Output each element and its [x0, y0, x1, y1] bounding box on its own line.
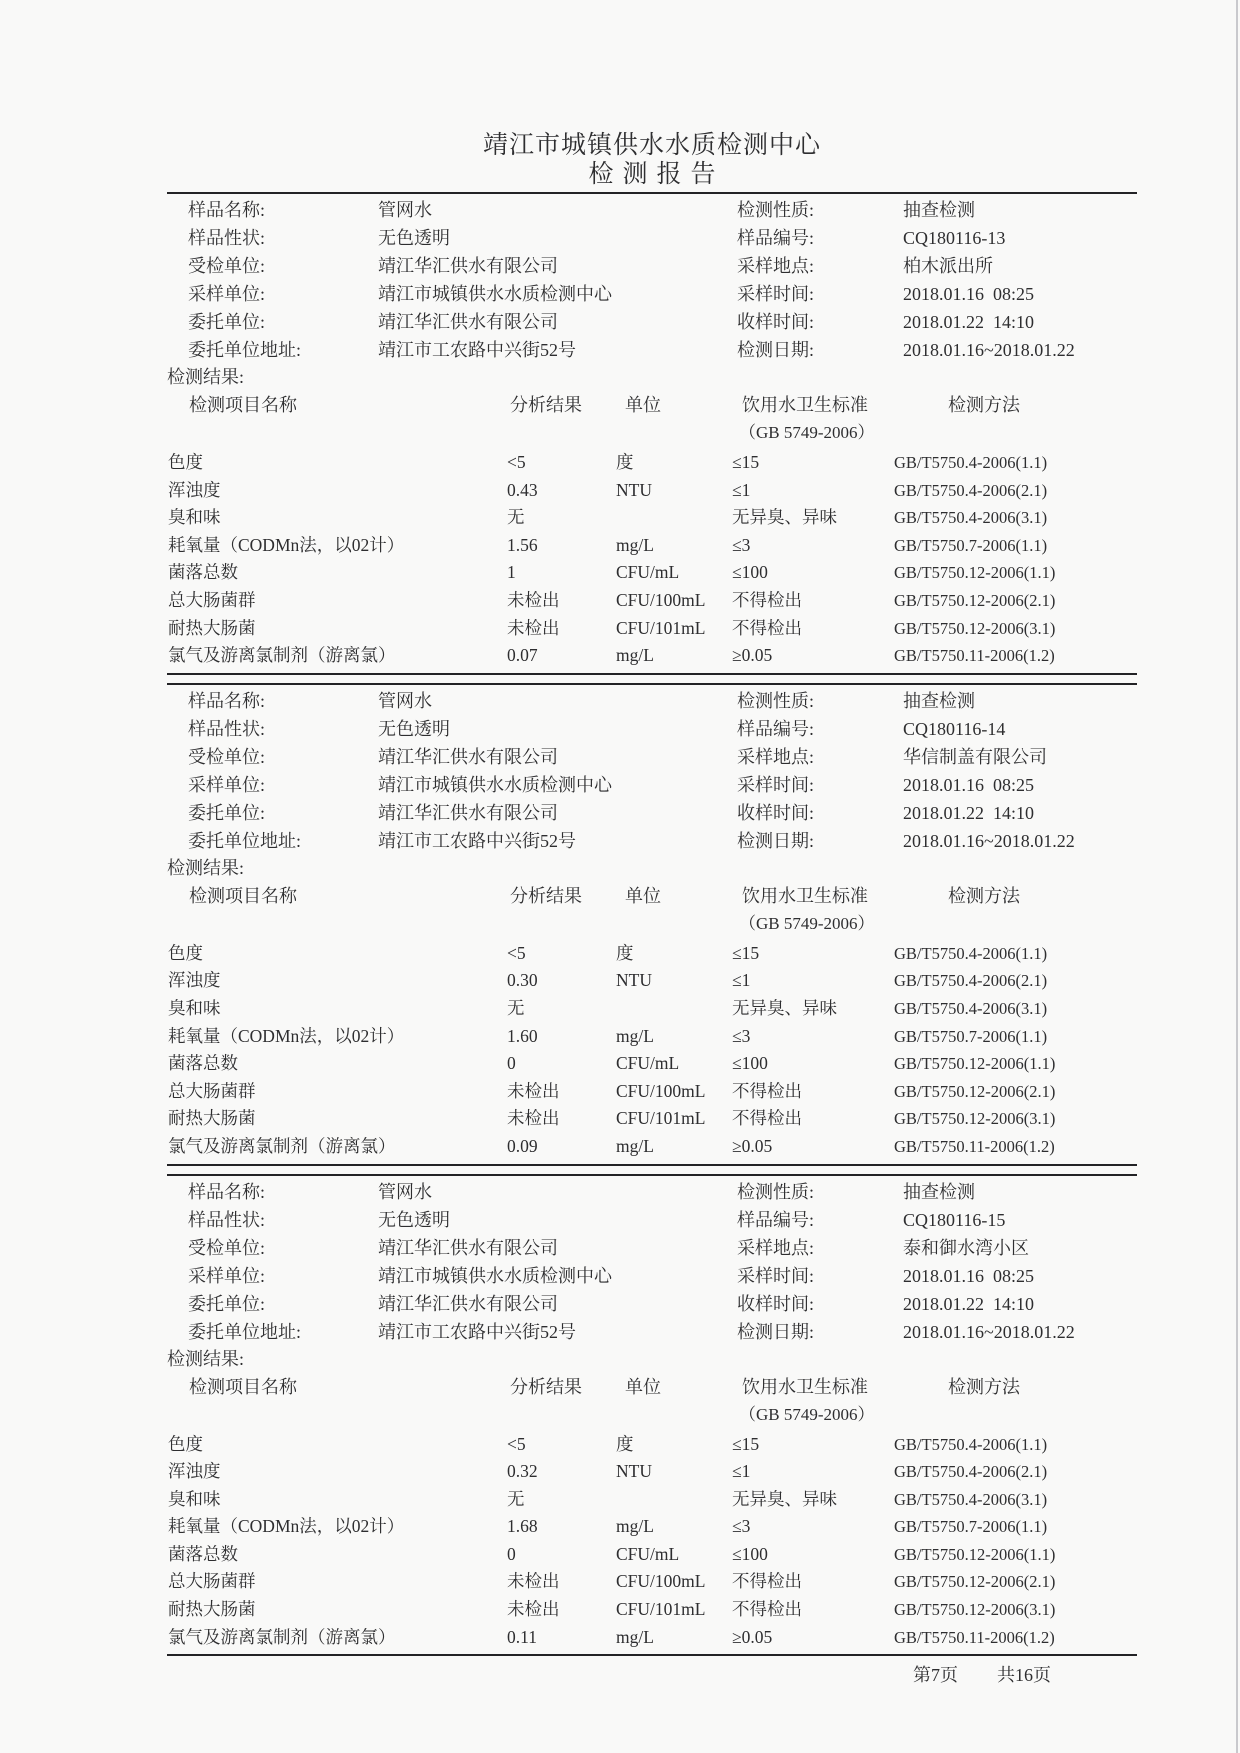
- item-name-cell: 菌落总数: [168, 1053, 238, 1074]
- client-unit-value: 靖江华汇供水有限公司: [378, 312, 558, 332]
- unit-cell: CFU/100mL: [616, 1080, 706, 1101]
- sampling-unit-value: 靖江市城镇供水水质检测中心: [378, 1265, 612, 1286]
- unit-cell: mg/L: [616, 645, 654, 666]
- receive-time-label: 收样时间:: [737, 1293, 815, 1314]
- client-unit-label: 委托单位:: [188, 802, 266, 823]
- sample-state-label: 样品性状:: [188, 1209, 266, 1230]
- test-nature-value: 抽查检测: [903, 1181, 975, 1202]
- result-cell: 1.56: [507, 534, 538, 555]
- table-row: [167, 1486, 1137, 1514]
- method-cell: GB/T5750.12-2006(2.1): [894, 1572, 1056, 1592]
- sample-state-value: 无色透明: [378, 718, 450, 739]
- table-header-row2: [167, 911, 1137, 940]
- inspected-unit-value: 靖江华汇供水有限公司: [378, 256, 558, 276]
- inspected-unit-label: 受检单位:: [188, 256, 266, 276]
- info-row: [167, 1318, 1137, 1346]
- unit-cell: mg/L: [616, 1025, 654, 1046]
- table-row: [167, 1050, 1137, 1078]
- standard-cell: ≤100: [732, 1543, 768, 1564]
- table-header-row2: [167, 1402, 1137, 1431]
- result-cell: 1.68: [507, 1516, 538, 1537]
- report-sections: [167, 192, 1137, 1656]
- item-name-cell: 浑浊度: [168, 1461, 221, 1482]
- standard-cell: 不得检出: [732, 1599, 802, 1620]
- unit-cell: CFU/100mL: [616, 589, 706, 610]
- item-name-cell: 总大肠菌群: [168, 589, 256, 610]
- unit-cell: CFU/mL: [616, 562, 680, 583]
- test-date-label: 检测日期:: [737, 1321, 815, 1342]
- method-cell: GB/T5750.12-2006(2.1): [894, 1081, 1056, 1101]
- method-cell: GB/T5750.4-2006(3.1): [894, 1489, 1048, 1509]
- sample-name-label: 样品名称:: [188, 200, 266, 220]
- standard-cell: ≤100: [732, 1053, 768, 1074]
- item-name-cell: 色度: [168, 1433, 203, 1454]
- item-name-cell: 耐热大肠菌: [168, 1599, 256, 1620]
- info-row: [167, 771, 1137, 799]
- item-name-cell: 臭和味: [168, 507, 221, 528]
- sample-name-value: 管网水: [378, 690, 432, 711]
- sample-name-label: 样品名称:: [188, 1181, 266, 1202]
- sampling-unit-label: 采样单位:: [188, 284, 266, 304]
- item-name-cell: 氯气及游离氯制剂（游离氯）: [168, 1135, 396, 1156]
- sampling-location-value: 泰和御水湾小区: [903, 1237, 1029, 1258]
- table-header-row: [167, 1373, 1137, 1402]
- info-row: [167, 1262, 1137, 1290]
- result-cell: 0: [507, 1053, 516, 1074]
- info-row: [167, 252, 1137, 280]
- info-row: [167, 1290, 1137, 1318]
- standard-cell: ≤1: [732, 1461, 751, 1482]
- table-header-row2: [167, 420, 1137, 449]
- sampling-location-label: 采样地点:: [737, 256, 815, 276]
- unit-cell: CFU/mL: [616, 1053, 680, 1074]
- method-cell: GB/T5750.12-2006(2.1): [894, 590, 1056, 610]
- receive-time-value: 2018.01.22 14:10: [903, 312, 1035, 332]
- method-cell: GB/T5750.11-2006(1.2): [894, 1136, 1055, 1156]
- table-row: [167, 477, 1137, 505]
- standard-cell: ≥0.05: [732, 1626, 773, 1647]
- table-row: [167, 1513, 1137, 1541]
- method-cell: GB/T5750.11-2006(1.2): [894, 646, 1055, 666]
- col-item-header: 检测项目名称: [189, 1376, 297, 1397]
- sampling-time-label: 采样时间:: [737, 774, 815, 795]
- method-cell: GB/T5750.12-2006(3.1): [894, 618, 1056, 638]
- receive-time-label: 收样时间:: [737, 802, 815, 823]
- table-row: [167, 1568, 1137, 1596]
- sampling-unit-value: 靖江市城镇供水水质检测中心: [378, 774, 612, 795]
- standard-cell: ≤3: [732, 1025, 751, 1046]
- unit-cell: mg/L: [616, 534, 654, 555]
- unit-cell: mg/L: [616, 1626, 654, 1647]
- sample-no-label: 样品编号:: [737, 718, 815, 739]
- table-header-row: [167, 391, 1137, 420]
- table-row: [167, 449, 1137, 477]
- result-cell: <5: [507, 1433, 526, 1454]
- col-unit-header: 单位: [625, 885, 661, 906]
- client-address-label: 委托单位地址:: [188, 830, 302, 851]
- result-cell: 未检出: [507, 1108, 560, 1129]
- result-cell: 1.60: [507, 1025, 538, 1046]
- col-standard-header: 饮用水卫生标准: [742, 885, 868, 906]
- table-row: [167, 1541, 1137, 1569]
- sampling-location-value: 柏木派出所: [903, 256, 993, 276]
- item-name-cell: 耗氧量（CODMn法，以02计）: [168, 534, 405, 555]
- col-unit-header: 单位: [625, 395, 661, 415]
- table-row: [167, 940, 1137, 968]
- col-item-header: 检测项目名称: [189, 885, 297, 906]
- report-section: [167, 192, 1137, 675]
- item-name-cell: 耐热大肠菌: [168, 617, 256, 638]
- results-heading: 检测结果:: [167, 367, 245, 387]
- col-method-header: 检测方法: [948, 885, 1020, 906]
- item-name-cell: 总大肠菌群: [168, 1080, 256, 1101]
- result-cell: 未检出: [507, 589, 560, 610]
- method-cell: GB/T5750.12-2006(1.1): [894, 563, 1056, 583]
- client-address-label: 委托单位地址:: [188, 340, 302, 360]
- info-row: [167, 280, 1137, 308]
- result-cell: 无: [507, 1488, 525, 1509]
- table-row: [167, 1431, 1137, 1459]
- item-name-cell: 色度: [168, 942, 203, 963]
- table-row: [167, 559, 1137, 587]
- inspected-unit-value: 靖江华汇供水有限公司: [378, 746, 558, 767]
- sampling-location-label: 采样地点:: [737, 1237, 815, 1258]
- col-result-header: 分析结果: [510, 885, 582, 906]
- col-result-header: 分析结果: [510, 1376, 582, 1397]
- page-number: 第7页: [913, 1665, 958, 1686]
- item-name-cell: 总大肠菌群: [168, 1571, 256, 1592]
- item-name-cell: 浑浊度: [168, 970, 221, 991]
- sample-no-label: 样品编号:: [737, 1209, 815, 1230]
- method-cell: GB/T5750.11-2006(1.2): [894, 1627, 1055, 1647]
- col-result-header: 分析结果: [510, 395, 582, 415]
- standard-cell: ≤3: [732, 1516, 751, 1537]
- result-cell: 0.43: [507, 479, 538, 500]
- table-row: [167, 1105, 1137, 1133]
- info-row: [167, 308, 1137, 336]
- unit-cell: CFU/mL: [616, 1543, 680, 1564]
- table-row: [167, 504, 1137, 532]
- standard-cell: 无异臭、异味: [732, 997, 837, 1018]
- standard-cell: 不得检出: [732, 1080, 802, 1101]
- result-cell: 无: [507, 507, 525, 528]
- info-row: [167, 1206, 1137, 1234]
- table-row: [167, 642, 1137, 670]
- method-cell: GB/T5750.7-2006(1.1): [894, 1026, 1048, 1046]
- method-cell: GB/T5750.12-2006(1.1): [894, 1544, 1056, 1564]
- scan-edge-line: [1236, 0, 1238, 1753]
- result-cell: 0.32: [507, 1461, 538, 1482]
- standard-cell: ≤100: [732, 562, 768, 583]
- col-method-header: 检测方法: [948, 1376, 1020, 1397]
- sampling-time-value: 2018.01.16 08:25: [903, 774, 1035, 795]
- table-row: [167, 532, 1137, 560]
- unit-cell: CFU/101mL: [616, 617, 706, 638]
- result-cell: 未检出: [507, 617, 560, 638]
- item-name-cell: 耗氧量（CODMn法，以02计）: [168, 1025, 405, 1046]
- client-unit-value: 靖江华汇供水有限公司: [378, 1293, 558, 1314]
- client-address-value: 靖江市工农路中兴街52号: [378, 340, 576, 360]
- info-row: [167, 743, 1137, 771]
- item-name-cell: 氯气及游离氯制剂（游离氯）: [168, 645, 396, 666]
- result-cell: <5: [507, 942, 526, 963]
- unit-cell: CFU/101mL: [616, 1599, 706, 1620]
- test-date-label: 检测日期:: [737, 830, 815, 851]
- standard-cell: 无异臭、异味: [732, 1488, 837, 1509]
- col-item-header: 检测项目名称: [189, 395, 297, 415]
- item-name-cell: 臭和味: [168, 997, 221, 1018]
- page-count: 共16页: [997, 1665, 1051, 1686]
- table-row: [167, 1458, 1137, 1486]
- unit-cell: 度: [616, 1433, 634, 1454]
- unit-cell: mg/L: [616, 1135, 654, 1156]
- client-unit-label: 委托单位:: [188, 312, 266, 332]
- standard-cell: ≤15: [732, 1433, 760, 1454]
- test-date-value: 2018.01.16~2018.01.22: [903, 830, 1075, 851]
- result-cell: 0.07: [507, 645, 538, 666]
- receive-time-value: 2018.01.22 14:10: [903, 802, 1035, 823]
- result-cell: 未检出: [507, 1599, 560, 1620]
- report-section: [167, 1174, 1137, 1657]
- page-title: 靖江市城镇供水水质检测中心: [482, 132, 821, 159]
- test-date-value: 2018.01.16~2018.01.22: [903, 1321, 1075, 1342]
- receive-time-value: 2018.01.22 14:10: [903, 1293, 1035, 1314]
- unit-cell: 度: [616, 452, 634, 472]
- item-name-cell: 耐热大肠菌: [168, 1108, 256, 1129]
- table-row: [167, 615, 1137, 643]
- col-standard-subheader: （GB 5749-2006）: [739, 423, 875, 442]
- standard-cell: ≤1: [732, 479, 751, 500]
- test-nature-value: 抽查检测: [903, 200, 975, 220]
- unit-cell: mg/L: [616, 1516, 654, 1537]
- standard-cell: 无异臭、异味: [732, 507, 837, 528]
- inspected-unit-label: 受检单位:: [188, 746, 266, 767]
- table-row: [167, 967, 1137, 995]
- sampling-time-label: 采样时间:: [737, 1265, 815, 1286]
- standard-cell: ≤15: [732, 942, 760, 963]
- result-cell: 无: [507, 997, 525, 1018]
- table-row: [167, 1624, 1137, 1652]
- sampling-location-label: 采样地点:: [737, 746, 815, 767]
- table-row: [167, 1023, 1137, 1051]
- method-cell: GB/T5750.4-2006(3.1): [894, 998, 1048, 1018]
- info-row: [167, 224, 1137, 252]
- report-section: [167, 683, 1137, 1166]
- client-address-value: 靖江市工农路中兴街52号: [378, 1321, 576, 1342]
- standard-cell: ≤3: [732, 534, 751, 555]
- item-name-cell: 耗氧量（CODMn法，以02计）: [168, 1516, 405, 1537]
- item-name-cell: 臭和味: [168, 1488, 221, 1509]
- result-cell: 未检出: [507, 1080, 560, 1101]
- table-row: [167, 995, 1137, 1023]
- table-row: [167, 1596, 1137, 1624]
- standard-cell: ≤1: [732, 970, 751, 991]
- method-cell: GB/T5750.4-2006(1.1): [894, 453, 1048, 472]
- sampling-time-value: 2018.01.16 08:25: [903, 284, 1035, 304]
- col-standard-header: 饮用水卫生标准: [742, 1376, 868, 1397]
- report-content: [167, 0, 1137, 1691]
- col-standard-header: 饮用水卫生标准: [742, 395, 868, 415]
- unit-cell: NTU: [616, 970, 652, 991]
- result-cell: 0.11: [507, 1626, 537, 1647]
- item-name-cell: 色度: [168, 452, 203, 472]
- receive-time-label: 收样时间:: [737, 312, 815, 332]
- method-cell: GB/T5750.4-2006(2.1): [894, 480, 1048, 500]
- client-unit-label: 委托单位:: [188, 1293, 266, 1314]
- info-row: [167, 196, 1137, 224]
- sampling-location-value: 华信制盖有限公司: [903, 746, 1047, 767]
- info-row: [167, 336, 1137, 364]
- unit-cell: CFU/100mL: [616, 1571, 706, 1592]
- sample-no-value: CQ180116-14: [903, 718, 1006, 739]
- sample-no-label: 样品编号:: [737, 228, 815, 248]
- unit-cell: 度: [616, 942, 634, 963]
- col-standard-subheader: （GB 5749-2006）: [739, 913, 875, 933]
- method-cell: GB/T5750.12-2006(1.1): [894, 1054, 1056, 1074]
- item-name-cell: 菌落总数: [168, 562, 238, 583]
- results-heading: 检测结果:: [167, 1348, 245, 1369]
- client-address-value: 靖江市工农路中兴街52号: [378, 830, 576, 851]
- standard-cell: ≤15: [732, 452, 760, 472]
- method-cell: GB/T5750.12-2006(3.1): [894, 1600, 1056, 1620]
- unit-cell: NTU: [616, 1461, 652, 1482]
- info-row: [167, 715, 1137, 743]
- result-cell: 0.30: [507, 970, 538, 991]
- info-row: [167, 687, 1137, 715]
- sampling-unit-label: 采样单位:: [188, 1265, 266, 1286]
- standard-cell: ≥0.05: [732, 645, 773, 666]
- client-unit-value: 靖江华汇供水有限公司: [378, 802, 558, 823]
- page-subtitle: 检测报告: [588, 161, 725, 188]
- method-cell: GB/T5750.4-2006(1.1): [894, 1434, 1048, 1454]
- test-nature-value: 抽查检测: [903, 690, 975, 711]
- info-row: [167, 827, 1137, 855]
- col-method-header: 检测方法: [948, 395, 1020, 415]
- method-cell: GB/T5750.4-2006(1.1): [894, 943, 1048, 963]
- standard-cell: 不得检出: [732, 1108, 802, 1129]
- info-row: [167, 1234, 1137, 1262]
- result-cell: 0: [507, 1543, 516, 1564]
- page-footer: [167, 1661, 1137, 1691]
- test-nature-label: 检测性质:: [737, 200, 815, 220]
- method-cell: GB/T5750.4-2006(2.1): [894, 971, 1048, 991]
- result-cell: <5: [507, 452, 526, 472]
- standard-cell: 不得检出: [732, 617, 802, 638]
- item-name-cell: 菌落总数: [168, 1543, 238, 1564]
- client-address-label: 委托单位地址:: [188, 1321, 302, 1342]
- standard-cell: 不得检出: [732, 1571, 802, 1592]
- result-cell: 1: [507, 562, 516, 583]
- result-cell: 未检出: [507, 1571, 560, 1592]
- result-cell: 0.09: [507, 1135, 538, 1156]
- sampling-unit-label: 采样单位:: [188, 774, 266, 795]
- sample-state-value: 无色透明: [378, 228, 450, 248]
- sampling-unit-value: 靖江市城镇供水水质检测中心: [378, 284, 612, 304]
- table-row: [167, 587, 1137, 615]
- unit-cell: CFU/101mL: [616, 1108, 706, 1129]
- col-unit-header: 单位: [625, 1376, 661, 1397]
- sample-name-value: 管网水: [378, 1181, 432, 1202]
- item-name-cell: 氯气及游离氯制剂（游离氯）: [168, 1626, 396, 1647]
- test-nature-label: 检测性质:: [737, 1181, 815, 1202]
- unit-cell: NTU: [616, 479, 652, 500]
- col-standard-subheader: （GB 5749-2006）: [739, 1404, 875, 1424]
- method-cell: GB/T5750.12-2006(3.1): [894, 1109, 1056, 1129]
- sample-state-label: 样品性状:: [188, 718, 266, 739]
- results-heading: 检测结果:: [167, 857, 245, 878]
- table-row: [167, 1133, 1137, 1161]
- table-header-row: [167, 882, 1137, 911]
- test-nature-label: 检测性质:: [737, 690, 815, 711]
- sample-name-label: 样品名称:: [188, 690, 266, 711]
- sample-state-label: 样品性状:: [188, 228, 266, 248]
- standard-cell: ≥0.05: [732, 1135, 773, 1156]
- test-date-value: 2018.01.16~2018.01.22: [903, 340, 1075, 360]
- sample-no-value: CQ180116-15: [903, 1209, 1006, 1230]
- test-date-label: 检测日期:: [737, 340, 815, 360]
- method-cell: GB/T5750.4-2006(2.1): [894, 1462, 1048, 1482]
- sample-state-value: 无色透明: [378, 1209, 450, 1230]
- info-row: [167, 1178, 1137, 1206]
- info-row: [167, 799, 1137, 827]
- sample-no-value: CQ180116-13: [903, 228, 1006, 248]
- standard-cell: 不得检出: [732, 589, 802, 610]
- table-row: [167, 1078, 1137, 1106]
- item-name-cell: 浑浊度: [168, 479, 221, 500]
- sample-name-value: 管网水: [378, 200, 432, 220]
- method-cell: GB/T5750.7-2006(1.1): [894, 535, 1048, 555]
- sampling-time-label: 采样时间:: [737, 284, 815, 304]
- inspected-unit-label: 受检单位:: [188, 1237, 266, 1258]
- inspected-unit-value: 靖江华汇供水有限公司: [378, 1237, 558, 1258]
- method-cell: GB/T5750.4-2006(3.1): [894, 508, 1048, 528]
- method-cell: GB/T5750.7-2006(1.1): [894, 1517, 1048, 1537]
- sampling-time-value: 2018.01.16 08:25: [903, 1265, 1035, 1286]
